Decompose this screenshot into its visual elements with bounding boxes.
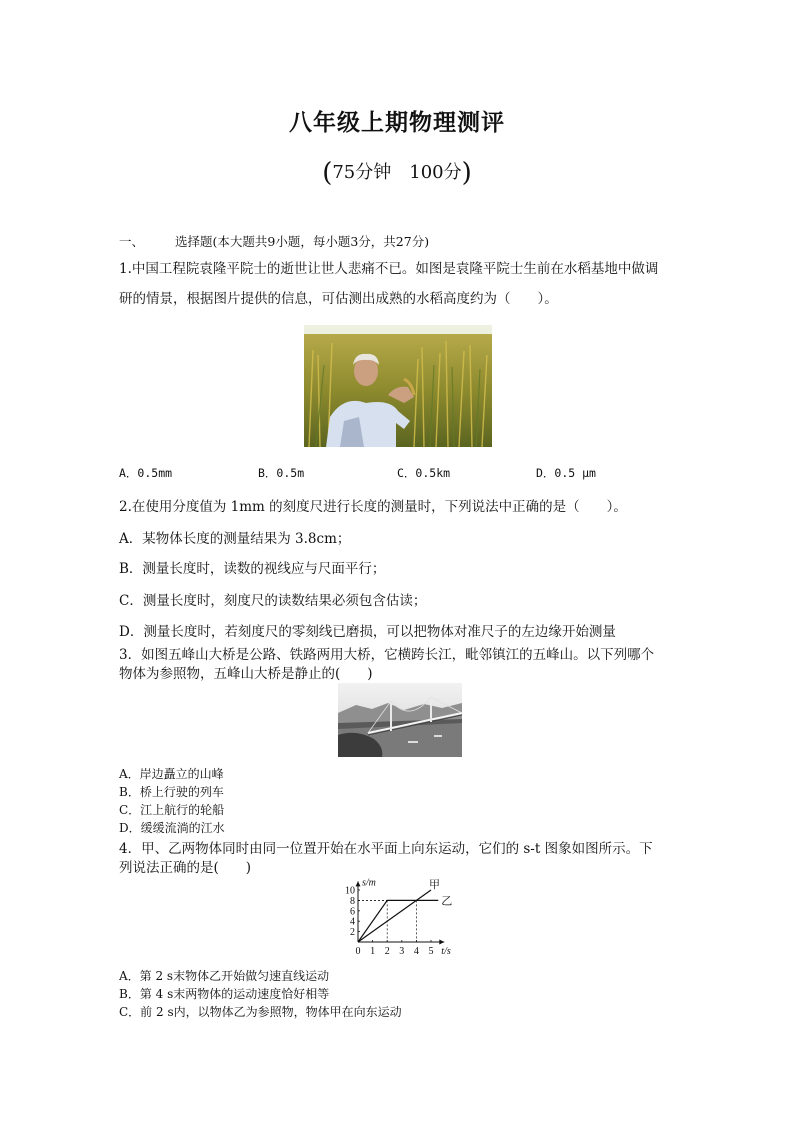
series-line-yi (358, 900, 438, 942)
series-label: 乙 (441, 895, 453, 908)
q3-option-c: C．江上航行的轮船 (119, 803, 225, 817)
page-title: 八年级上期物理测评 (289, 109, 505, 136)
q1-option-a: A．0.5mm (119, 466, 173, 480)
q3-stem-line1: 3．如图五峰山大桥是公路、铁路两用大桥，它横跨长江，毗邻镇江的五峰山。以下列哪个 (119, 647, 655, 663)
x-axis-arrow (439, 940, 444, 945)
x-tick-label: 2 (384, 946, 390, 957)
s-t-chart (332, 872, 462, 960)
y-tick-label: 4 (350, 916, 355, 928)
section-title: 选择题(本大题共9小题，每小题3分，共27分) (175, 234, 430, 249)
bridge-photo (338, 683, 462, 757)
page-subtitle: (75分钟 100分) (322, 158, 472, 188)
q2-stem: 2.在使用分度值为 1mm 的刻度尺进行长度的测量时，下列说法中正确的是（ ）。 (119, 499, 627, 515)
y-tick-label: 2 (350, 927, 355, 939)
series-label: 甲 (429, 879, 440, 891)
x-tick-label: 1 (370, 946, 376, 957)
section-number: 一、 (119, 234, 145, 249)
q1-option-d: D．0.5 μm (536, 466, 596, 480)
q3-stem-line2: 物体为参照物，五峰山大桥是静止的( ) (119, 666, 373, 682)
q4-option-a: A．第 2 s末物体乙开始做匀速直线运动 (119, 969, 330, 983)
subtitle-text: 75分钟 100分 (332, 162, 462, 183)
rice-field-photo (304, 325, 492, 447)
q1-option-c: C．0.5km (397, 466, 451, 480)
q2-option-b: B．测量长度时，读数的视线应与尺面平行； (119, 561, 386, 577)
x-tick-label: 0 (355, 946, 361, 957)
q3-option-d: D．缓缓流淌的江水 (119, 821, 225, 835)
q1-stem-line1: 1.中国工程院袁隆平院士的逝世让世人悲痛不已。如图是袁隆平院士生前在水稻基地中做调 (119, 261, 659, 277)
section-heading (119, 232, 429, 250)
series-line-jia (358, 890, 431, 942)
x-tick-label: 4 (413, 946, 419, 957)
y-tick-label: 8 (350, 895, 355, 907)
q4-stem-line1: 4．甲、乙两物体同时由同一位置开始在水平面上向东运动，它们的 s-t 图象如图所示。下 (119, 841, 653, 857)
y-axis-arrow (356, 881, 361, 886)
q1-option-b: B．0.5m (258, 466, 305, 480)
q2-option-c: C．测量长度时，刻度尺的读数结果必须包含估读； (119, 593, 427, 609)
q4-stem-line2: 列说法正确的是( ) (119, 860, 252, 876)
y-tick-label: 10 (345, 885, 355, 897)
x-tick-label: 3 (399, 946, 405, 957)
x-tick-label: 5 (428, 946, 434, 957)
q2-option-a: A．某物体长度的测量结果为 3.8cm； (119, 531, 351, 547)
q4-option-c: C．前 2 s内，以物体乙为参照物，物体甲在向东运动 (119, 1005, 402, 1019)
q2-option-d: D．测量长度时，若刻度尺的零刻线已磨损，可以把物体对准尺子的左边缘开始测量 (119, 624, 616, 640)
q1-stem-line2: 研的情景，根据图片提供的信息，可估测出成熟的水稻高度约为（ ）。 (119, 291, 558, 307)
q4-option-b: B．第 4 s末两物体的运动速度恰好相等 (119, 987, 330, 1001)
x-axis-label: t/s (441, 946, 451, 957)
q3-option-b: B．桥上行驶的列车 (119, 785, 224, 799)
q3-option-a: A．岸边矗立的山峰 (119, 767, 224, 781)
y-axis-label: s/m (362, 877, 376, 889)
y-tick-label: 6 (350, 906, 355, 918)
